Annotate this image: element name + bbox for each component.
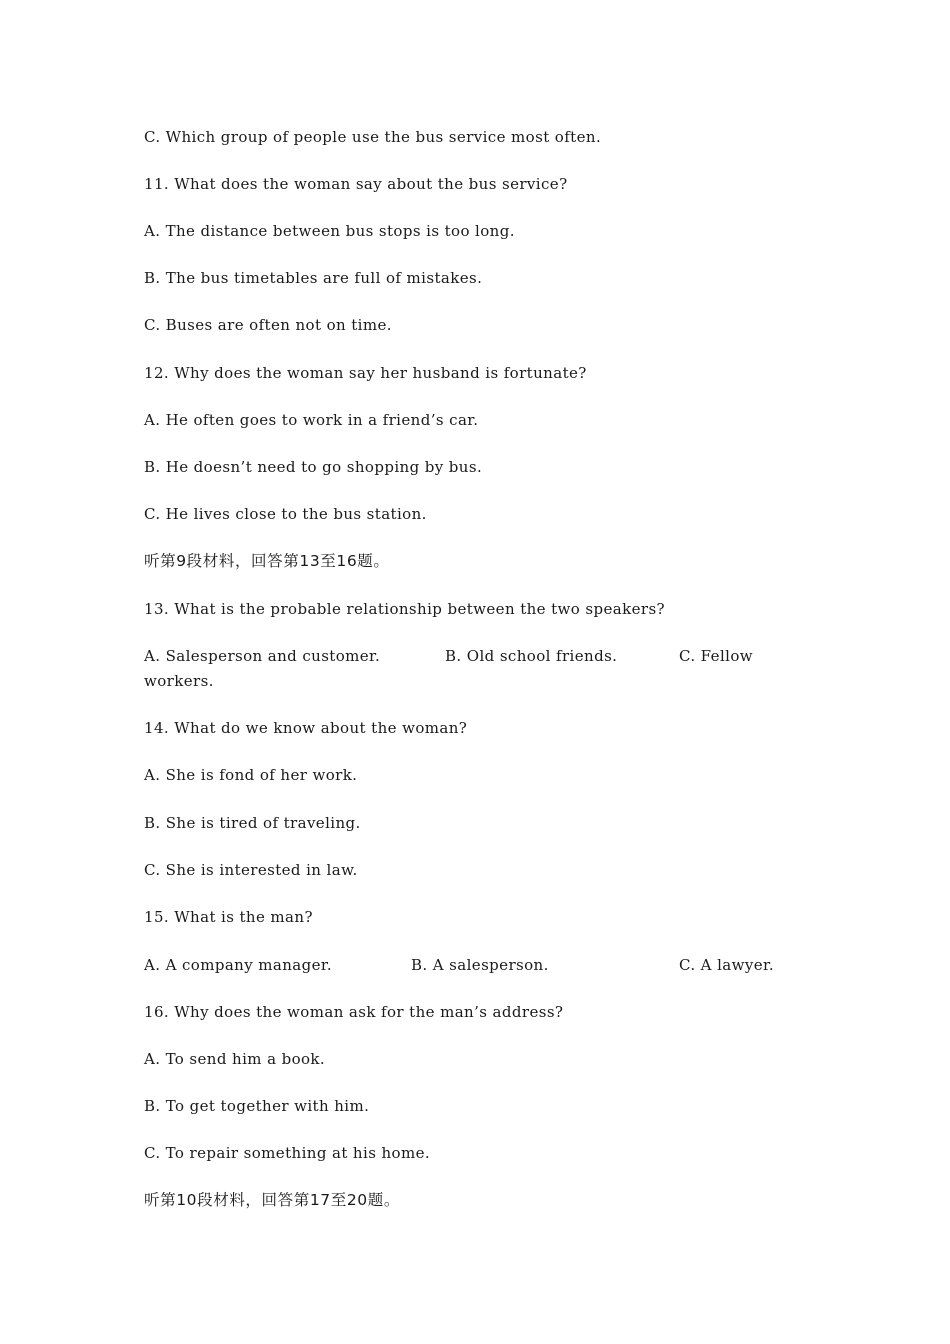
option-10c: C. Which group of people use the bus service most often. (144, 128, 602, 146)
option-12a: A. He often goes to work in a friend’s car. (144, 411, 479, 429)
option-14b: B. She is tired of traveling. (144, 814, 361, 832)
option-12b: B. He doesn’t need to go shopping by bus. (144, 458, 483, 476)
question-14: 14. What do we know about the woman? (144, 719, 468, 737)
question-11: 11. What does the woman say about the bus service? (144, 175, 568, 193)
option-16c: C. To repair something at his home. (144, 1144, 431, 1162)
question-16: 16. Why does the woman ask for the man’s address? (144, 1003, 564, 1021)
question-15: 15. What is the man? (144, 908, 313, 926)
option-14c: C. She is interested in law. (144, 861, 358, 879)
option-13b: B. Old school friends. (445, 647, 618, 665)
option-16b: B. To get together with him. (144, 1097, 370, 1115)
question-13: 13. What is the probable relationship between the two speakers? (144, 600, 665, 618)
question-12: 12. Why does the woman say her husband is fortunate? (144, 364, 587, 382)
option-11a: A. The distance between bus stops is too long. (144, 222, 515, 240)
option-13c: C. Fellow (679, 647, 754, 665)
section-heading-10: 听第10段材料，回答第17至20题。 (144, 1191, 400, 1209)
option-15c: C. A lawyer. (679, 956, 775, 974)
question-13-options (144, 644, 784, 668)
option-13a: A. Salesperson and customer. (144, 647, 381, 665)
option-11c: C. Buses are often not on time. (144, 316, 392, 334)
option-14a: A. She is fond of her work. (144, 766, 358, 784)
option-12c: C. He lives close to the bus station. (144, 505, 427, 523)
section-heading-9: 听第9段材料，回答第13至16题。 (144, 552, 390, 570)
option-13c-wrap: workers. (144, 672, 214, 690)
option-15a: A. A company manager. (144, 956, 333, 974)
option-11b: B. The bus timetables are full of mistakes. (144, 269, 483, 287)
option-15b: B. A salesperson. (411, 956, 549, 974)
option-16a: A. To send him a book. (144, 1050, 326, 1068)
question-15-options (144, 953, 784, 977)
